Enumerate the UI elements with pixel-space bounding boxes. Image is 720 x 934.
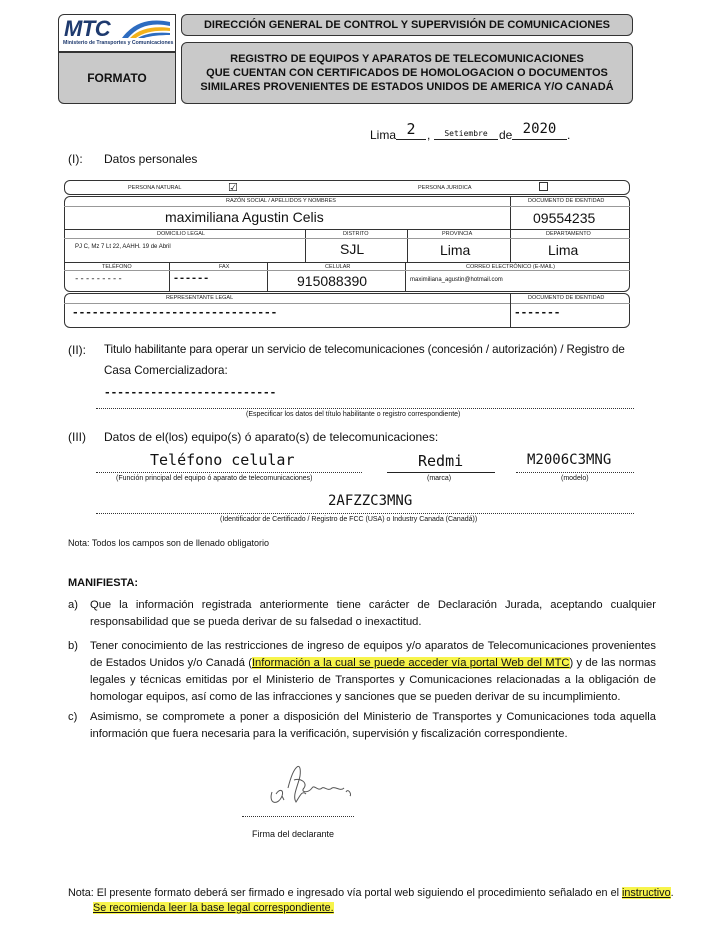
section2-value: -------------------------- <box>104 386 277 399</box>
date-year: 2020 <box>522 121 557 137</box>
correo-value: maximiliana_agustin@hotmail.com <box>410 277 503 283</box>
fax-label: FAX <box>219 264 230 270</box>
section2-number: (II): <box>68 343 86 357</box>
header-title-line: REGISTRO DE EQUIPOS Y APARATOS DE TELECOMUNICACIONES <box>230 53 584 65</box>
signature-icon <box>258 758 358 818</box>
section2-caption: (Especificar los datos del título habilitante o registro correspondiente) <box>246 411 461 418</box>
section1-title: Datos personales <box>104 152 198 166</box>
date-day: 2 <box>406 120 416 138</box>
telefono-value: --------- <box>74 274 123 284</box>
formato-label: FORMATO <box>58 52 176 104</box>
provincia-value: Lima <box>440 242 471 258</box>
funcion-caption: (Función principal del equipo ó aparato de telecomunicaciones) <box>116 475 313 482</box>
persona-juridica-label: PERSONA JURIDICA <box>418 185 472 191</box>
mtc-logo-text: MTC <box>64 16 111 41</box>
provincia-label: PROVINCIA <box>442 231 473 237</box>
date-month: Setiembre <box>444 129 488 138</box>
item-c-text: Asimismo, se compromete a poner a disposición del Ministerio de Transportes y Comunicaciones toda aquella información que fuera necesaria para la verificación, supervisión y fiscalización correspondiente. <box>90 711 656 740</box>
modelo-caption: (modelo) <box>561 475 589 482</box>
marca-value: Redmi <box>418 452 464 470</box>
celular-value: 915088390 <box>297 273 368 289</box>
header-title-line: SIMILARES PROVENIENTES DE ESTADOS UNIDOS DE AMERICA Y/O CANADÁ <box>200 81 614 93</box>
departamento-label: DEPARTAMENTO <box>546 231 591 237</box>
signature-label: Firma del declarante <box>252 829 335 839</box>
domicilio-value: PJ C, Mz 7 Lt 22, AAHH. 19 de Abril <box>75 244 171 250</box>
modelo-value: M2006C3MNG <box>527 452 612 468</box>
date-month-field <box>434 124 498 140</box>
representante-value: ------------------------------- <box>72 306 278 319</box>
date-year-field <box>512 121 567 140</box>
item-b-text: Tener conocimiento de las restricciones de ingreso de equipos y/o aparatos de Telecomunicaciones provenientes de Estados Unidos y/o Canadá (Información a la cual se puede acceder vía portal Web del MTC) y de las normas legales y técnicas emitidas por el Ministerio de Transportes y Comunicaciones relacionadas a la obligación de homologar equipos, así como de las infracciones y sanciones que se pueden derivar de su incumplimiento. <box>90 640 656 703</box>
distrito-label: DISTRITO <box>343 231 369 237</box>
section2-text-line1: Titulo habilitante para operar un servicio de telecomunicaciones (concesión / autorización) / Registro de <box>104 343 625 356</box>
header-top-title: DIRECCIÓN GENERAL DE CONTROL Y SUPERVISIÓN DE COMUNICACIONES <box>181 14 633 36</box>
departamento-value: Lima <box>548 242 579 258</box>
item-a-label: a) <box>68 599 78 611</box>
rep-doc-label: DOCUMENTO DE IDENTIDAD <box>528 295 605 301</box>
section3-number: (III) <box>68 430 86 444</box>
marca-caption: (marca) <box>427 475 452 482</box>
section2-text-line2: Casa Comercializadora: <box>104 364 228 377</box>
section3-title: Datos de el(los) equipo(s) ó aparato(s) de telecomunicaciones: <box>104 430 439 444</box>
logo-swoosh-icon <box>116 18 172 40</box>
nota-final: Nota: El presente formato deberá ser firmado e ingresado vía portal web siguiendo el procedimiento señalado en el instructivo. <box>68 887 674 899</box>
funcion-value: Teléfono celular <box>150 451 295 469</box>
distrito-value: SJL <box>340 241 365 257</box>
doc-identidad-value: 09554235 <box>533 210 596 226</box>
date-de: de <box>499 128 513 142</box>
razon-social-label: RAZÓN SOCIAL / APELLIDOS Y NOMBRES <box>226 198 336 204</box>
rep-doc-value: ------- <box>514 306 561 319</box>
identificador-value: 2AFZZC3MNG <box>328 493 413 509</box>
persona-natural-checkbox[interactable]: ☑ <box>228 182 238 194</box>
telefono-label: TELÉFONO <box>102 264 132 270</box>
doc-identidad-label: DOCUMENTO DE IDENTIDAD <box>528 198 605 204</box>
persona-juridica-checkbox[interactable] <box>539 182 548 191</box>
identificador-caption: (Identificador de Certificado / Registro de FCC (USA) o Industry Canada (Canadá)) <box>220 516 478 523</box>
nota-obligatorio: Nota: Todos los campos son de llenado obligatorio <box>68 538 269 548</box>
date-city: Lima <box>370 128 397 142</box>
instructivo-link[interactable]: instructivo <box>621 887 671 899</box>
date-day-field <box>396 120 426 140</box>
item-c-label: c) <box>68 711 78 723</box>
representante-label: REPRESENTANTE LEGAL <box>166 295 234 301</box>
manifiesta-title: MANIFIESTA: <box>68 577 139 589</box>
header-main-title <box>181 42 633 104</box>
section1-number: (I): <box>68 152 83 166</box>
base-legal-line <box>93 902 334 914</box>
persona-natural-label: PERSONA NATURAL <box>128 185 182 191</box>
celular-label: CELULAR <box>325 264 351 270</box>
base-legal-link[interactable]: Se recomienda leer la base legal correspondiente. <box>93 902 334 914</box>
domicilio-label: DOMICILIO LEGAL <box>157 231 205 237</box>
item-a-text: Que la información registrada anteriormente tiene carácter de Declaración Jurada, aceptando cualquier responsabilidad que se pueda derivar de su falsedad o inexactitud. <box>90 599 656 628</box>
razon-social-value: maximiliana Agustin Celis <box>165 209 324 225</box>
correo-label: CORREO ELECTRÓNICO (E-MAIL) <box>466 264 555 270</box>
mtc-portal-link[interactable]: Información a la cual se puede acceder vía portal Web del MTC <box>251 657 570 669</box>
item-b-label: b) <box>68 640 78 652</box>
header-title-line: QUE CUENTAN CON CERTIFICADOS DE HOMOLOGACION O DOCUMENTOS <box>206 67 608 79</box>
fax-value: ------ <box>173 273 210 284</box>
logo-subtitle: Ministerio de Transportes y Comunicaciones <box>63 40 174 46</box>
